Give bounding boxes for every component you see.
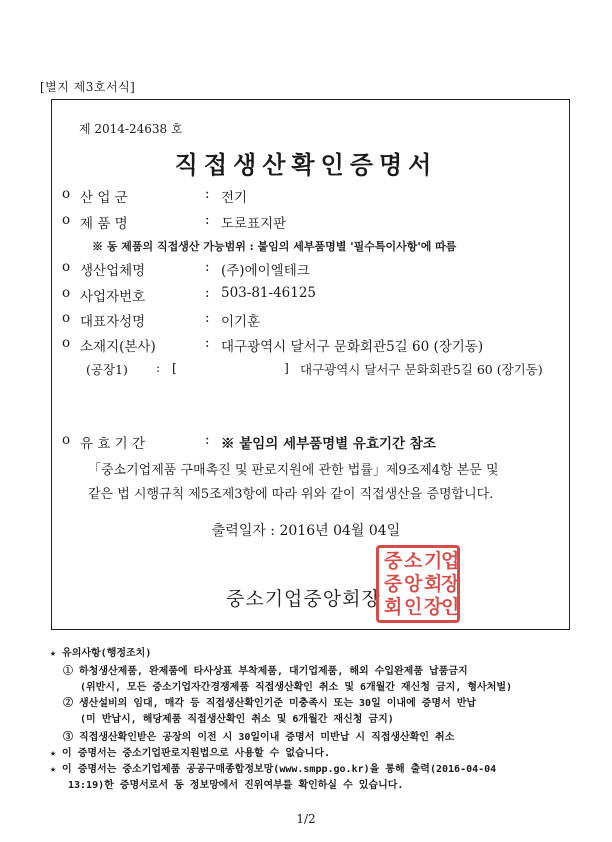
field-ceo: [62, 310, 562, 330]
seal-char: 중: [384, 573, 403, 595]
note-item: ② 생산설비의 임대, 매각 등 직접생산확인기준 미충족시 또는 30일 이내에 증명서 반납: [63, 698, 477, 709]
bullet-icon: ο: [62, 310, 71, 326]
bracket-close: ]: [284, 360, 289, 375]
field-label: 사업자번호: [80, 289, 146, 305]
certificate-number: 제 2014-24638 호: [79, 122, 183, 136]
seal-char: 소: [404, 550, 423, 572]
form-tag: [별지 제3호서식]: [40, 80, 136, 94]
bullet-icon: ο: [62, 259, 71, 275]
seal-char: 인: [441, 596, 460, 618]
bullet-icon: ο: [62, 335, 71, 351]
field-label: (공장1): [86, 362, 128, 377]
field-colon: :: [205, 186, 210, 202]
note-item: (위반시, 모든 중소기업자간경쟁제품 직접생산확인 취소 및 6개월간 재신청 금지, 형사처벌): [80, 682, 513, 693]
field-industry: [62, 186, 562, 206]
seal-char: 업: [441, 550, 460, 572]
bracket-open: [: [172, 360, 177, 375]
field-value: 대구광역시 달서구 문화회관5길 60 (장기동): [221, 339, 484, 355]
field-label: 소재지(본사): [80, 339, 156, 355]
note-item: ① 하청생산제품, 완제품에 타사상표 부착제품, 대기업제품, 해외 수입완제품 납품금지: [63, 666, 468, 677]
seal-char: 장: [441, 573, 460, 595]
bullet-icon: ο: [62, 285, 71, 301]
seal-char: 회: [384, 596, 403, 618]
field-colon: :: [205, 212, 210, 228]
field-validity: [62, 432, 562, 452]
field-company: [62, 259, 562, 279]
field-colon: :: [205, 335, 210, 351]
field-colon: :: [205, 259, 210, 275]
field-label: 생산업체명: [80, 263, 146, 279]
print-date: 출력일자 : 2016년 04월 04일: [211, 523, 401, 539]
bullet-icon: ο: [62, 432, 71, 448]
document-title: 직접생산확인증명서: [174, 150, 438, 179]
field-value: 도로표지판: [221, 216, 287, 232]
page-number: 1/2: [296, 812, 316, 826]
seal-char: 인: [404, 596, 423, 618]
field-factory: [86, 360, 566, 380]
seal-char: 앙: [404, 573, 423, 595]
seal-char: 장: [424, 596, 443, 618]
seal-char: 기: [424, 550, 443, 572]
note-item: ★ 이 증명서는 중소기업판로지원법으로 사용할 수 없습니다.: [50, 748, 331, 759]
field-value: (주)에이엘테크: [221, 263, 310, 279]
note-item: 13:19)한 증명서로서 동 정보망에서 진위여부를 확인하실 수 있습니다.: [68, 780, 404, 791]
note-item: ③ 직접생산확인받은 공장의 이전 시 30일이내 증명서 미반납 시 직접생산확인 취소: [63, 732, 455, 743]
bullet-icon: ο: [62, 212, 71, 228]
body-line-2: 같은 법 시행규칙 제5조제3항에 따라 위와 같이 직접생산을 증명합니다.: [88, 487, 494, 502]
field-value: ※ 붙임의 세부품명별 유효기간 참조: [221, 436, 436, 452]
field-product: [62, 212, 562, 232]
bullet-icon: ο: [62, 186, 71, 202]
field-label: 대표자성명: [80, 314, 146, 330]
body-line-1: 「중소기업제품 구매촉진 및 판로지원에 관한 법률」제9조제4항 본문 및: [88, 463, 499, 478]
field-colon: :: [205, 310, 210, 326]
seal-char: 중: [384, 550, 403, 572]
field-colon: :: [205, 285, 210, 301]
note-item: (미 반납시, 해당제품 직접생산확인 취소 및 6개월간 재신청 금지): [80, 714, 394, 725]
field-label: 유 효 기 간: [80, 436, 146, 452]
field-value: 전기: [221, 190, 248, 206]
field-value: 이기훈: [221, 314, 261, 330]
note-item: ★ 이 증명서는 중소기업제품 공공구매종합정보망(www.smpp.go.kr)을 통해 출력(2016-04-04: [50, 764, 497, 775]
official-seal-icon: [376, 545, 460, 623]
scope-note: ※ 동 제품의 직접생산 가능범위 : 붙임의 세부품명별 '필수특이사항'에 따름: [92, 240, 457, 253]
field-business-number: [62, 285, 562, 305]
seal-char: 회: [424, 573, 443, 595]
field-colon: :: [205, 432, 210, 448]
field-label: 산 업 군: [80, 190, 128, 206]
notes-header: ★ 유의사항(행정조치): [50, 648, 152, 659]
field-value: 대구광역시 달서구 문화회관5길 60 (장기동): [300, 362, 543, 377]
issuer-name: 중소기업중앙회장: [226, 588, 381, 610]
field-colon: :: [156, 360, 161, 375]
field-value: 503-81-46125: [221, 285, 317, 301]
field-address: [62, 335, 562, 355]
field-label: 제 품 명: [80, 216, 128, 232]
